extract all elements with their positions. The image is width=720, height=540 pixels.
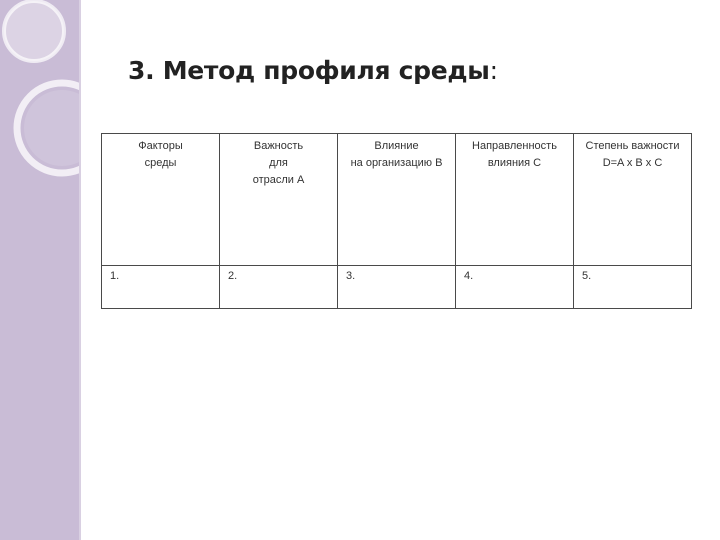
header-cell-direction [456,134,574,266]
header-influence-label: Влияние на организацию В [350,140,443,169]
slide-title-text: 3. Метод профиля среды [128,56,490,85]
header-factors-label: Факторы среды [138,140,183,169]
table-cell: 4. [456,266,574,309]
table-cell: 1. [102,266,220,309]
slide-title-colon: : [489,56,498,85]
header-cell-influence [338,134,456,266]
table-header-row [102,134,692,266]
header-importance-label: Важность для отрасли А [252,140,305,186]
table-cell: 3. [338,266,456,309]
header-cell-factors [102,134,220,266]
header-direction-label: Направленность влияния С [472,140,557,169]
table-cell: 2. [220,266,338,309]
header-degree-label: Степень важности D=A x B x C [585,140,680,169]
decorative-rings [0,0,79,540]
slide-title [128,56,498,85]
table-row [102,266,692,309]
sidebar-divider [79,0,81,540]
header-cell-degree [574,134,692,266]
environment-profile-table [101,133,692,309]
table-cell: 5. [574,266,692,309]
header-cell-importance [220,134,338,266]
decorative-sidebar [0,0,79,540]
